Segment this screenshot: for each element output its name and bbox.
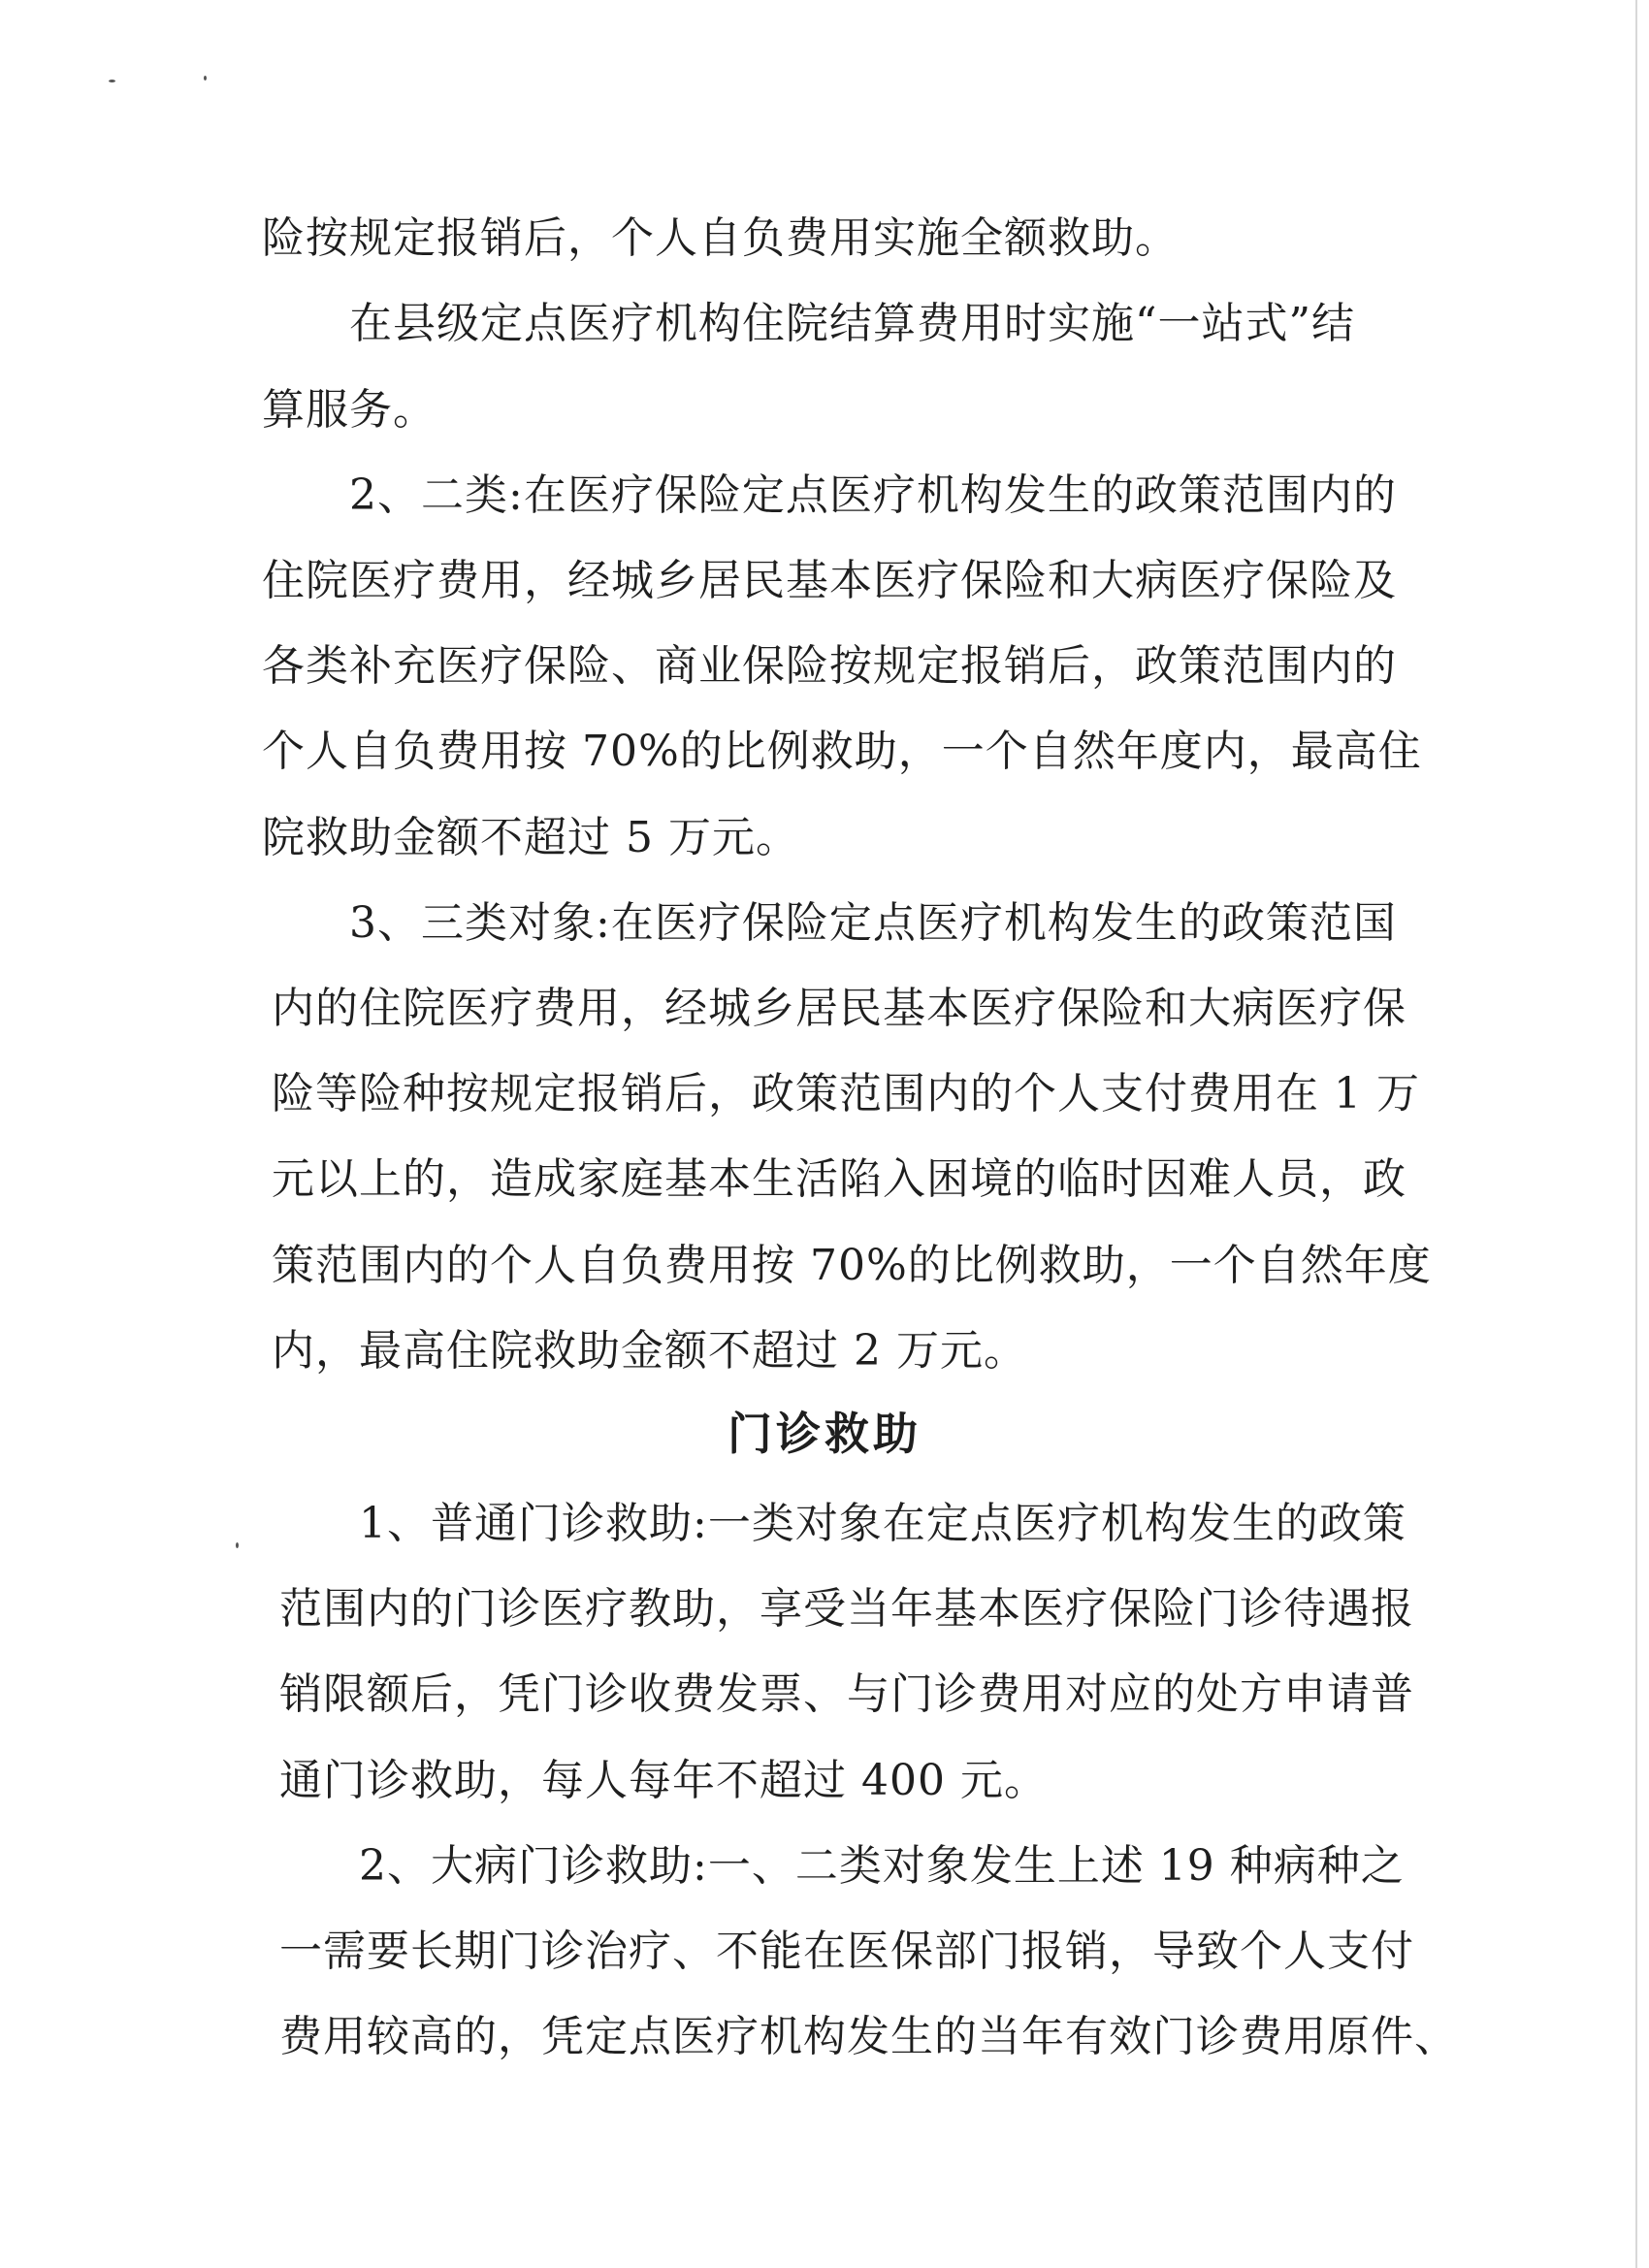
- text-line: 内的住院医疗费用，经城乡居民基本医疗保险和大病医疗保: [272, 984, 1406, 1033]
- text-line: 一需要长期门诊治疗、不能在医保部门报销，导致个人支付: [279, 1927, 1414, 1976]
- text-line: 算服务。: [262, 385, 436, 435]
- text-line: 险按规定报销后，个人自负费用实施全额救助。: [262, 213, 1179, 263]
- text-line: 院救助金额不超过 5 万元。: [262, 813, 799, 862]
- text-line: 1、普通门诊救助:一类对象在定点医疗机构发生的政策: [359, 1499, 1406, 1548]
- text-line: 费用较高的，凭定点医疗机构发生的当年有效门诊费用原件、: [279, 2012, 1458, 2061]
- section-heading: 门诊救助: [728, 1408, 922, 1460]
- text-line: 2、大病门诊救助:一、二类对象发生上述 19 种病种之: [359, 1841, 1405, 1891]
- text-line: 2、二类:在医疗保险定点医疗机构发生的政策范围内的: [349, 470, 1397, 520]
- text-line: 各类补充医疗保险、商业保险按规定报销后，政策范围内的: [262, 641, 1397, 691]
- text-line: 3、三类对象:在医疗保险定点医疗机构发生的政策范国: [349, 898, 1397, 948]
- text-line: 销限额后，凭门诊收费发票、与门诊费用对应的处方申请普: [279, 1669, 1414, 1719]
- text-line: 险等险种按规定报销后，政策范围内的个人支付费用在 1 万: [272, 1069, 1420, 1118]
- scan-edge: [1635, 0, 1637, 2268]
- scan-speck: [236, 1542, 239, 1548]
- text-line: 个人自负费用按 70%的比例救助，一个自然年度内，最高住: [262, 727, 1422, 776]
- scan-speck: [109, 80, 115, 82]
- text-line: 通门诊救助，每人每年不超过 400 元。: [279, 1756, 1048, 1805]
- text-line: 策范围内的个人自负费用按 70%的比例救助，一个自然年度: [272, 1241, 1432, 1290]
- text-line: 内，最高住院救助金额不超过 2 万元。: [272, 1326, 1027, 1376]
- text-line: 在县级定点医疗机构住院结算费用时实施“一站式”结: [349, 299, 1355, 348]
- scan-speck: [204, 76, 207, 81]
- text-line: 住院医疗费用，经城乡居民基本医疗保险和大病医疗保险及: [262, 556, 1397, 605]
- text-line: 范围内的门诊医疗教助，享受当年基本医疗保险门诊待遇报: [279, 1584, 1414, 1634]
- text-line: 元以上的，造成家庭基本生活陷入困境的临时因难人员，政: [272, 1154, 1406, 1204]
